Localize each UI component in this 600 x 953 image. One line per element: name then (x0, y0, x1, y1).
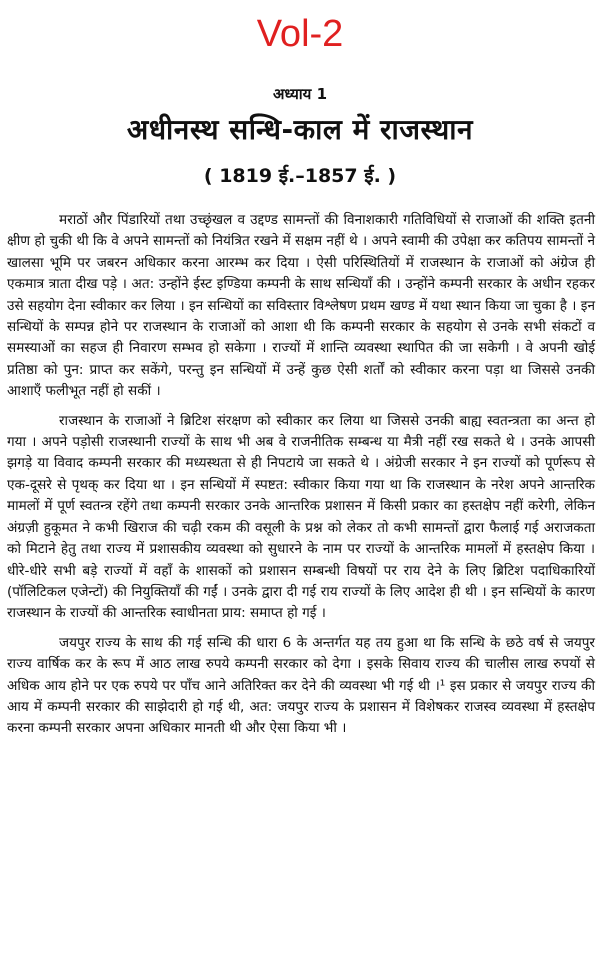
chapter-title: अधीनस्थ सन्धि-काल में राजस्थान (126, 113, 474, 146)
paragraph: राजस्थान के राजाओं ने ब्रिटिश संरक्षण को स्वीकार कर लिया था जिससे उनकी बाह्य स्वतन्त्रता का अन्त हो गया । अपने पड़ोसी राजस्थानी राज्यों के साथ भी अब वे राजनीतिक सम्बन्ध या मैत्री नहीं रख सकते थे । उनके आपसी झगड़े या विवाद कम्पनी सरकार की मध्यस्थता से ही निपटाये जा सकते थे । अंग्रेजी सरकार ने इन राज्यों को पूर्णरूप से एक-दूसरे से पृथक् कर दिया था । इन सन्धियों में स्पष्टत: स्वीकार किया गया था कि राजस्थान के नरेश अपने आन्तरिक मामलों में पूर्ण स्वतन्त्र रहेंगे तथा कम्पनी सरकार उनके आन्तरिक प्रशासन में किसी प्रकार का हस्तक्षेप नहीं करेगी, लेकिन अंग्रज़ी हुकूमत ने कभी खिराज की चढ़ी रकम की वसूली के प्रश्न को लेकर तो कभी सामन्तों द्वारा फैलाई गई अराजकता को मिटाने हेतु तथा राज्य में प्रशासकीय व्यवस्था को सुधारने के नाम पर राज्यों के आन्तरिक मामलों में हस्तक्षेप किया । धीरे-धीरे सभी बड़े राज्यों में वहाँ के शासकों को प्रशासन सम्बन्धी विषयों पर राय देने के लिए ब्रिटिश पदाधिकारियों (पॉलिटिकल एजेन्टों) की नियुक्तियाँ की गईं । उनके द्वारा दी गई राय राज्यों के लिए आदेश ही थी । इन सन्धियों के कारण राजस्थान के राज्यों की आन्तरिक स्वाधीनता प्राय: समाप्त हो गई । (7, 412, 595, 622)
volume-label: Vol-2 (256, 13, 344, 55)
paragraph: जयपुर राज्य के साथ की गई सन्धि की धारा 6 के अन्तर्गत यह तय हुआ था कि सन्धि के छठे वर्ष से जयपुर राज्य वार्षिक कर के रूप में आठ लाख रुपये कम्पनी सरकार को देगा । इसके सिवाय राज्य की चालीस लाख रुपयों से अधिक आय होने पर एक रुपये पर पाँच आने अतिरिक्त कर देने की व्यवस्था भी गई थी ।¹ इस प्रकार से जयपुर राज्य की आय में कम्पनी सरकार की साझेदारी हो गई थी, अत: जयपुर राज्य के प्रशासन में विशेषकर राजस्व व्यवस्था में हस्तक्षेप करना कम्पनी सरकार अपना अधिकार मानती थी और ऐसा किया भी । (7, 634, 595, 737)
chapter-years: ( 1819 ई.–1857 ई. ) (203, 165, 397, 187)
chapter-number: अध्याय 1 (272, 85, 328, 103)
paragraph: मराठों और पिंडारियों तथा उच्छृंखल व उद्दण्ड सामन्तों की विनाशकारी गतिविधियों से राजाओं की शक्ति इतनी क्षीण हो चुकी थी कि वे अपने सामन्तों को नियंत्रित रखने में सक्षम नहीं थे । अपने स्वामी की उपेक्षा कर कतिपय सामन्तों ने खालसा भूमि पर जबरन अधिकार करना आरम्भ कर दिया । ऐसी परिस्थितियों में राजस्थान के राजाओं को अंग्रेज ही एकमात्र त्राता दीख पड़े । अत: उन्होंने ईस्ट इण्डिया कम्पनी के साथ सन्धियाँ की । उन्होंने कम्पनी सरकार के अधीन रहकर उसे सहयोग देना स्वीकार कर लिया । इन सन्धियों का सविस्तार विश्लेषण प्रथम खण्ड में यथा स्थान किया जा चुका है । इन सन्धियों के सम्पन्न होने पर राजस्थान के राजाओं को आशा थी कि कम्पनी सरकार के सहयोग से उनके सभी संकटों व समस्याओं का सहज ही निवारण सम्भव हो सकेगा । राज्यों में शान्ति व्यवस्था स्थापित की जा सकेगी । वे अपनी खोई प्रतिष्ठा को पुन: प्राप्त कर सकेंगे, परन्तु इन सन्धियों में उन्हें कुछ ऐसी शर्तों को स्वीकार करना पड़ा था जिससे उनकी आशाएँ फलीभूत नहीं हो सकीं । (7, 212, 595, 400)
body-text (7, 210, 595, 740)
